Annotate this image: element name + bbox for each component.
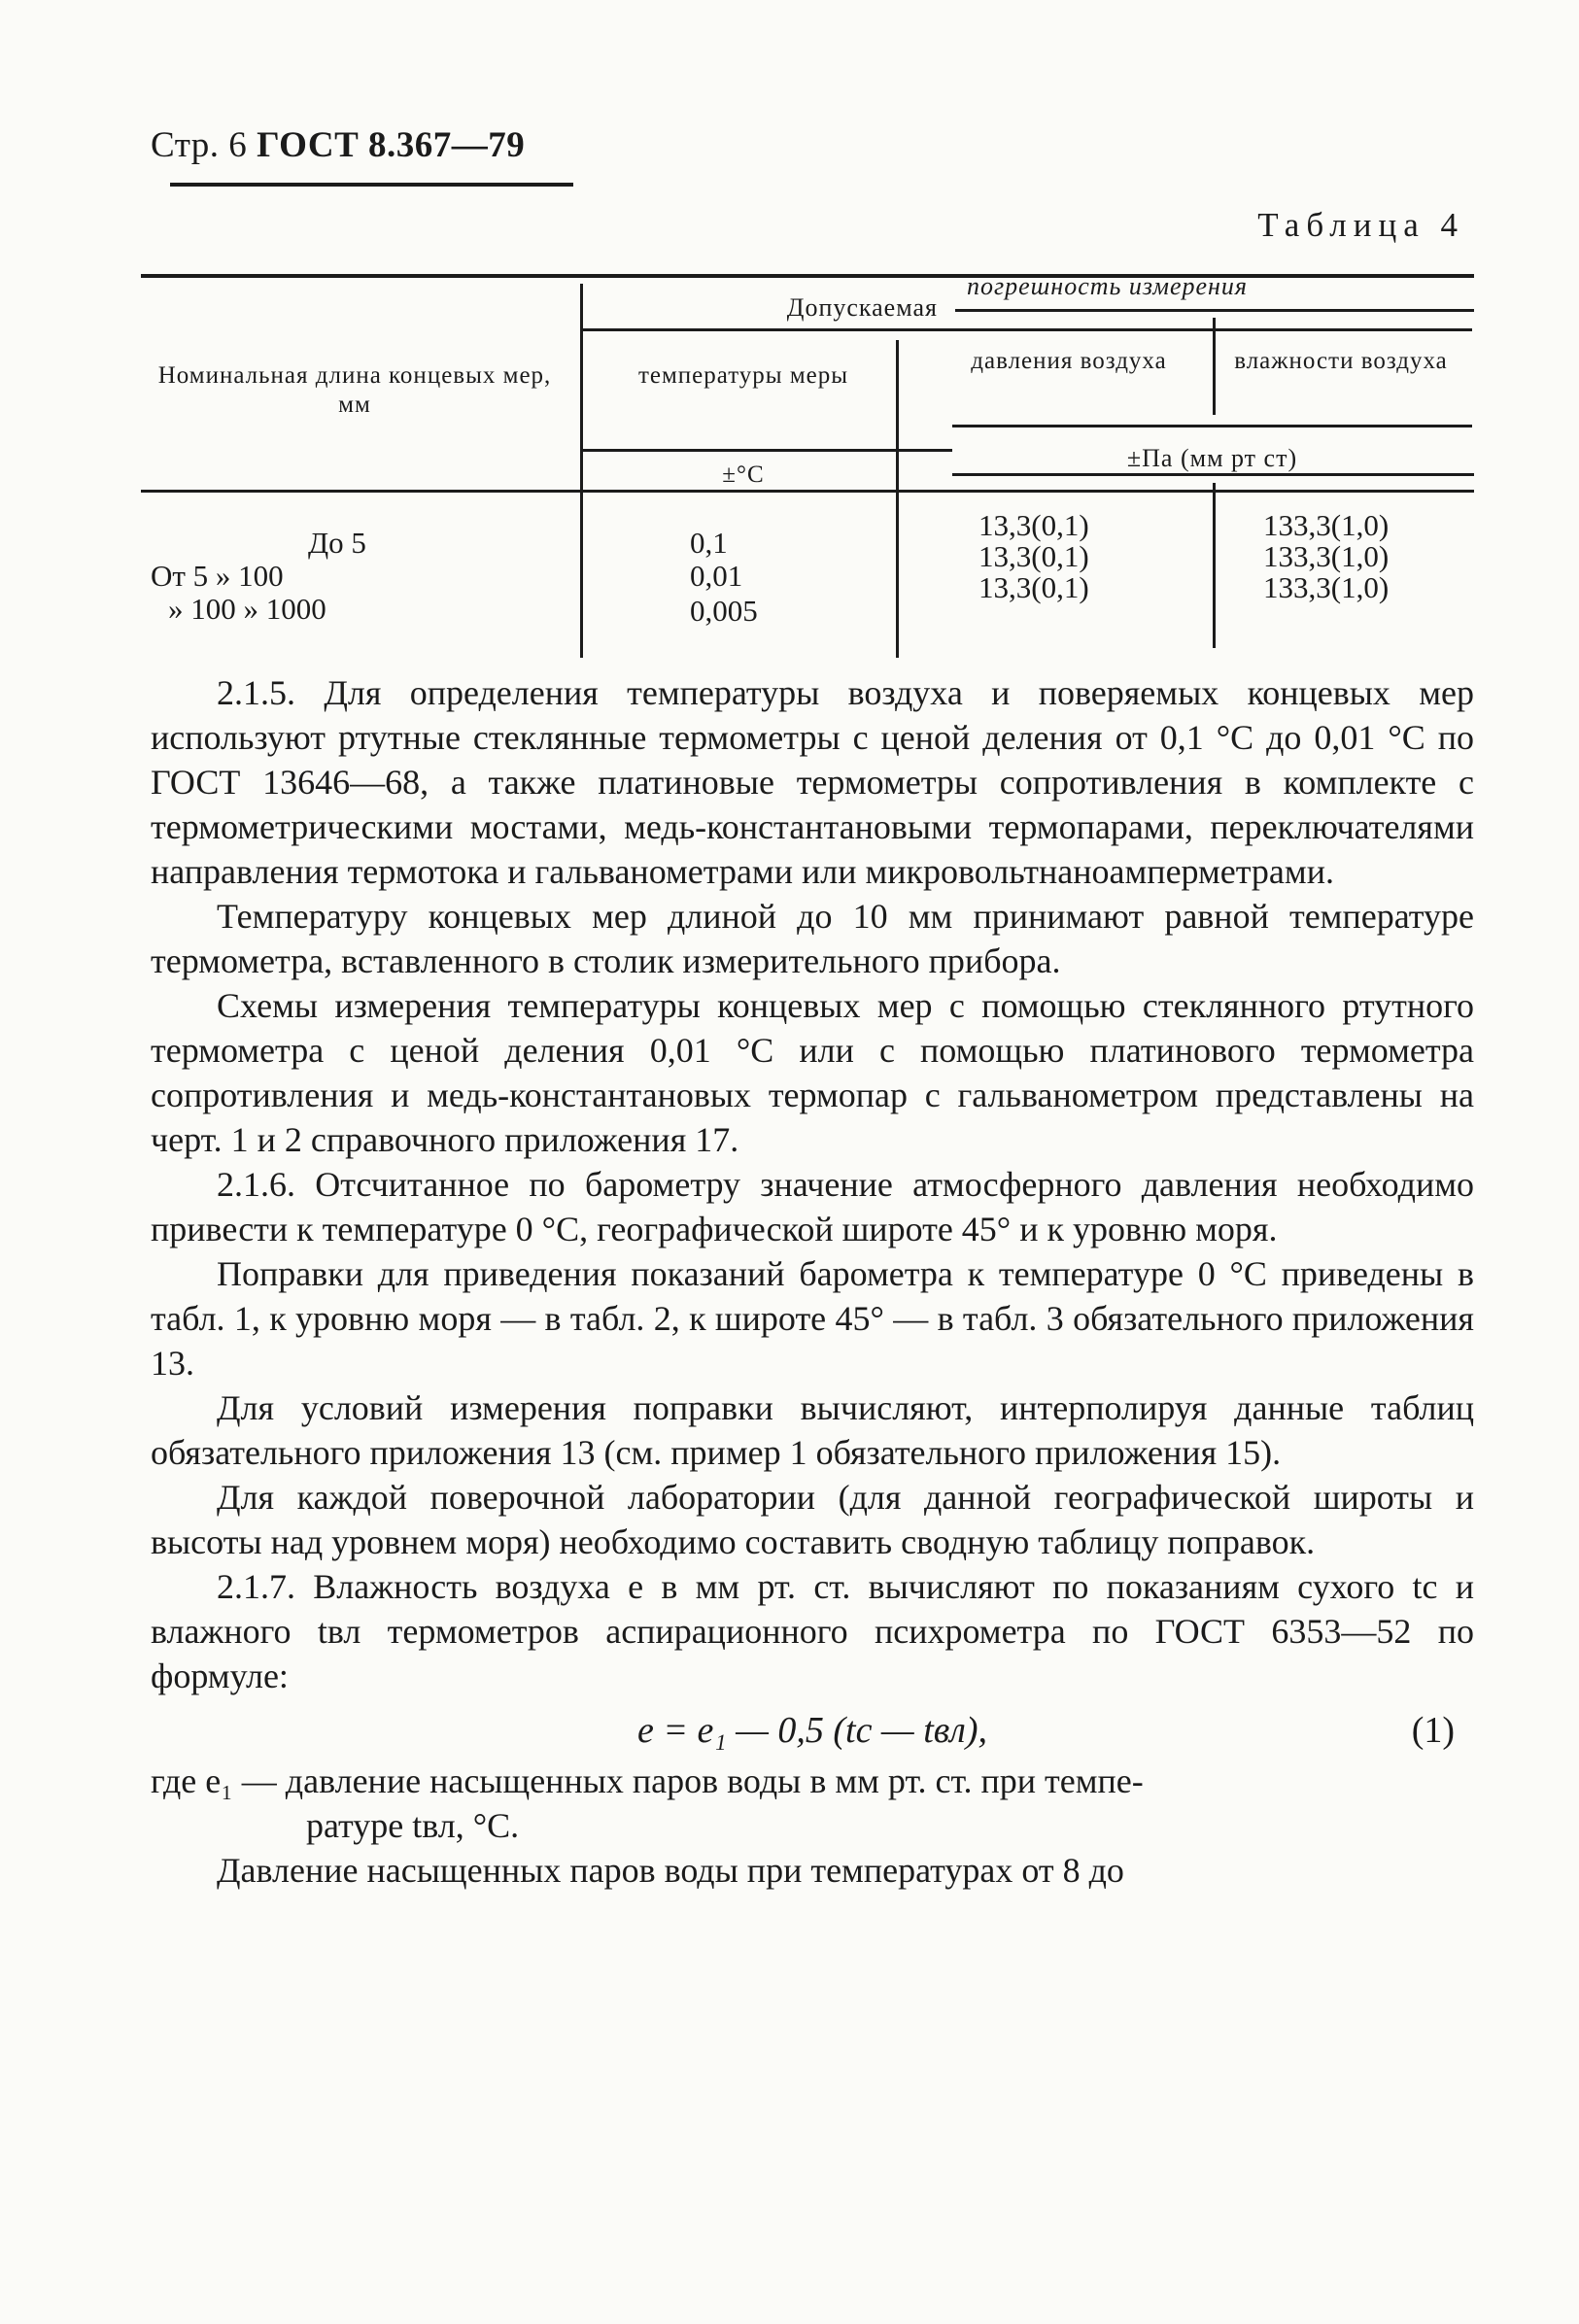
table-cell-pressure-2: 13,3(0,1) bbox=[978, 539, 1089, 573]
table-cell-pressure-1: 13,3(0,1) bbox=[978, 508, 1089, 542]
col-divider-1 bbox=[580, 284, 583, 658]
unit-top-rule bbox=[952, 425, 1472, 427]
table-cell-temp-2: 0,01 bbox=[690, 559, 743, 593]
paragraph-corrections: Поправки для приведения показаний барометра к температуре 0 °С приведены в табл. 1, к уровню моря — в табл. 2, к широте 45° — в табл. 3 обязательного приложения 13. bbox=[151, 1254, 1474, 1383]
col-length-header: Номинальная длина концевых мер, мм bbox=[157, 362, 552, 418]
col-divider-3b bbox=[1213, 483, 1216, 648]
col-humidity-header: влажности воздуха bbox=[1234, 348, 1448, 374]
table-caption: Таблица 4 bbox=[1257, 206, 1464, 244]
col-divider-2 bbox=[896, 340, 899, 658]
paragraph-2-1-7: 2.1.7. Влажность воздуха e в мм рт. ст. вычисляют по показаниям сухого tс и влажного tвл термометров аспирационного психрометра по ГОСТ 6353—52 по формуле: bbox=[151, 1567, 1474, 1695]
header-bottom-rule bbox=[141, 490, 1474, 493]
group-header-left: Допускаемая bbox=[786, 293, 938, 322]
where-clause bbox=[151, 1759, 1474, 1848]
paragraph-2-1-5: 2.1.5. Для определения температуры воздуха и поверяемых концевых мер используют ртутные стеклянные термометры с ценой деления от 0,1 °С до 0,01 °С по ГОСТ 13646—68, а также платиновые термометры сопротивления в комплекте с термометрическими мостами, медь-константановыми термопарами, переключателями направления термотока и гальванометрами или микровольтнаноамперметрами. bbox=[151, 673, 1474, 891]
formula-number: (1) bbox=[1411, 1710, 1455, 1751]
table-4 bbox=[141, 255, 1474, 663]
unit-pressure: ±Па (мм рт ст) bbox=[1126, 444, 1298, 472]
unit-bottom-rule-right bbox=[952, 473, 1474, 476]
table-cell-pressure-3: 13,3(0,1) bbox=[978, 570, 1089, 604]
paragraph-summary-table: Для каждой поверочной лаборатории (для данной географической широты и высоты над уровнем моря) необходимо составить сводную таблицу поправок. bbox=[151, 1478, 1474, 1561]
table-cell-humidity-2: 133,3(1,0) bbox=[1263, 539, 1390, 573]
table-cell-temp-1: 0,1 bbox=[690, 526, 728, 560]
final-paragraph: Давление насыщенных паров воды при температурах от 8 до bbox=[217, 1851, 1124, 1890]
formula-expression: e = e₁ — 0,5 (tс — tвл), bbox=[636, 1710, 988, 1751]
group-header-rule bbox=[955, 309, 1474, 312]
group-header-right: погрешность измерения bbox=[967, 272, 1249, 300]
header-rule bbox=[170, 183, 573, 187]
where-line-2: ратуре tвл, °С. bbox=[306, 1806, 520, 1845]
col-temp-header: температуры меры bbox=[637, 362, 849, 389]
subheader-rule bbox=[583, 328, 1472, 331]
table-cell-length-2: От 5 » 100 bbox=[151, 559, 284, 593]
col-divider-3a bbox=[1213, 318, 1216, 415]
table-cell-humidity-3: 133,3(1,0) bbox=[1263, 570, 1390, 604]
body-text bbox=[151, 670, 1474, 1893]
standard-code: ГОСТ 8.367—79 bbox=[257, 125, 526, 165]
paragraph-2-1-6: 2.1.6. Отсчитанное по барометру значение атмосферного давления необходимо привести к температуре 0 °С, географической широте 45° и к уровню моря. bbox=[151, 1165, 1474, 1248]
where-line-1: где e₁ — давление насыщенных паров воды в мм рт. ст. при темпе- bbox=[151, 1761, 1144, 1800]
page-label: Стр. 6 bbox=[151, 125, 248, 165]
table-cell-length-1: До 5 bbox=[308, 526, 366, 560]
page-header bbox=[151, 124, 525, 166]
table-cell-humidity-1: 133,3(1,0) bbox=[1263, 508, 1390, 542]
paragraph-short-mers: Температуру концевых мер длиной до 10 мм принимают равной температуре термометра, вставленного в столик измерительного прибора. bbox=[151, 897, 1474, 980]
paragraph-schemes: Схемы измерения температуры концевых мер с помощью стеклянного ртутного термометра с ценой деления 0,01 °С или с помощью платинового термометра сопротивления и медь-константановых термопар с гальванометром представлены на черт. 1 и 2 справочного приложения 17. bbox=[151, 986, 1474, 1159]
table-cell-length-3: » 100 » 1000 bbox=[168, 592, 326, 626]
col-pressure-header: давления воздуха bbox=[971, 348, 1167, 374]
table-cell-temp-3: 0,005 bbox=[690, 594, 758, 628]
paragraph-interpolation: Для условий измерения поправки вычисляют, интерполируя данные таблиц обязательного приложения 13 (см. пример 1 обязательного приложения 15). bbox=[151, 1388, 1474, 1472]
formula-1 bbox=[151, 1708, 1474, 1753]
unit-temp: ±°С bbox=[722, 461, 765, 488]
